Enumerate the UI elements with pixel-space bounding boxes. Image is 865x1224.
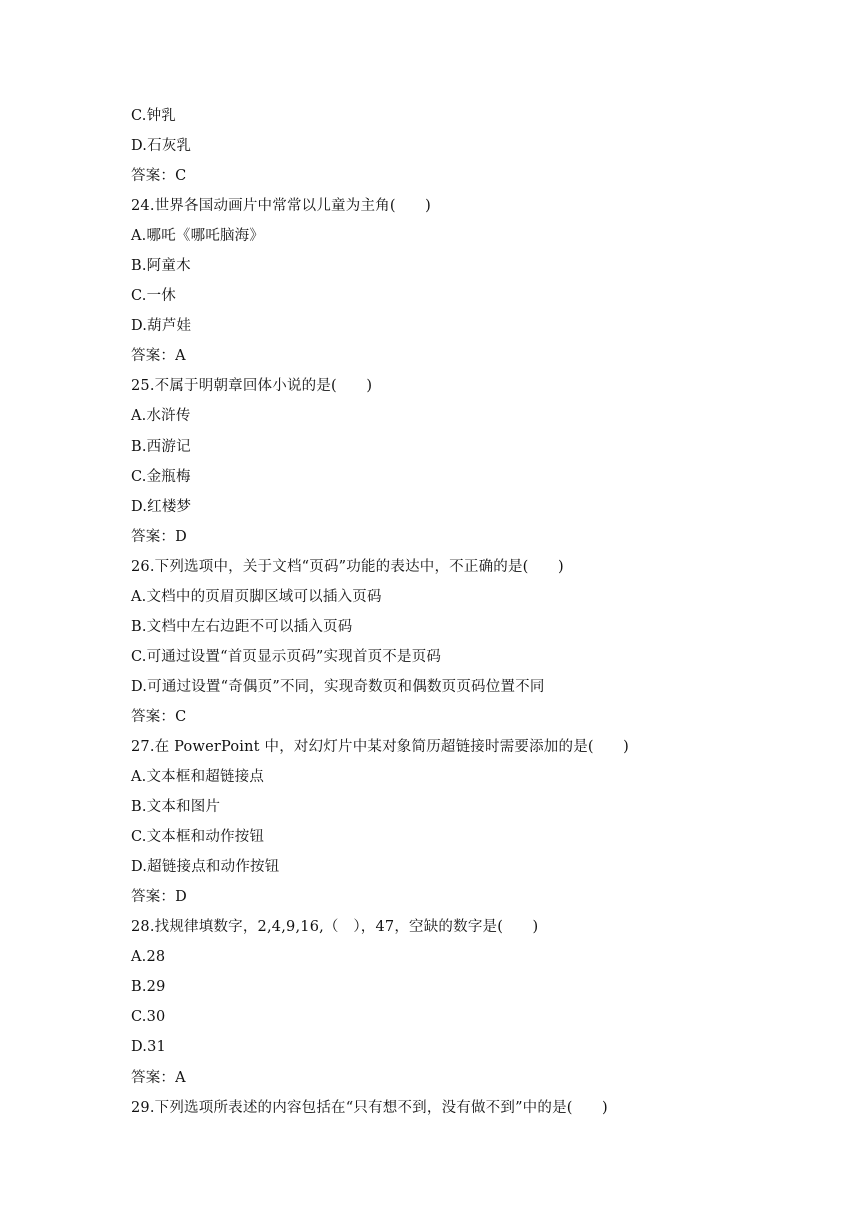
option-line: A.28	[131, 949, 166, 966]
option-line: A.哪吒《哪吒脑海》	[131, 228, 265, 245]
option-line: C.文本框和动作按钮	[131, 829, 265, 846]
option-line: B.阿童木	[131, 258, 191, 275]
option-line: C.一休	[131, 288, 176, 305]
answer-line: 答案：A	[131, 348, 186, 365]
option-line: B.29	[131, 979, 166, 996]
question-24: 24.世界各国动画片中常常以儿童为主角( )	[131, 198, 431, 215]
option-line: D.超链接点和动作按钮	[131, 859, 280, 876]
question-28: 28.找规律填数字，2,4,9,16,（ ），47，空缺的数字是( )	[131, 919, 539, 936]
option-line: C.30	[131, 1009, 166, 1026]
question-26: 26.下列选项中，关于文档“页码”功能的表达中，不正确的是( )	[131, 558, 564, 575]
option-line: A.文档中的页眉页脚区域可以插入页码	[131, 588, 382, 605]
option-line: D.31	[131, 1039, 166, 1056]
option-line: D.葫芦娃	[131, 318, 192, 335]
answer-line: 答案：C	[131, 168, 187, 185]
option-line: B.西游记	[131, 438, 191, 455]
document-body	[131, 105, 831, 1127]
question-29: 29.下列选项所表述的内容包括在“只有想不到，没有做不到”中的是( )	[131, 1099, 608, 1116]
option-line: C.钟乳	[131, 108, 176, 124]
answer-line: 答案：C	[131, 708, 187, 725]
option-line: B.文档中左右边距不可以插入页码	[131, 618, 353, 635]
answer-line: 答案：D	[131, 528, 187, 545]
option-line: B.文本和图片	[131, 799, 221, 816]
option-line: C.可通过设置“首页显示页码”实现首页不是页码	[131, 648, 442, 665]
option-line: A.文本框和超链接点	[131, 769, 265, 786]
answer-line: 答案：D	[131, 889, 187, 906]
option-line: A.水浒传	[131, 408, 191, 425]
question-25: 25.不属于明朝章回体小说的是( )	[131, 378, 373, 395]
option-line: D.可通过设置“奇偶页”不同，实现奇数页和偶数页页码位置不同	[131, 678, 545, 695]
answer-line: 答案：A	[131, 1069, 186, 1086]
question-27: 27.在 PowerPoint 中，对幻灯片中某对象简历超链接时需要添加的是( )	[131, 738, 630, 755]
option-line: D.红楼梦	[131, 498, 192, 515]
option-line: D.石灰乳	[131, 138, 192, 155]
option-line: C.金瓶梅	[131, 468, 191, 485]
